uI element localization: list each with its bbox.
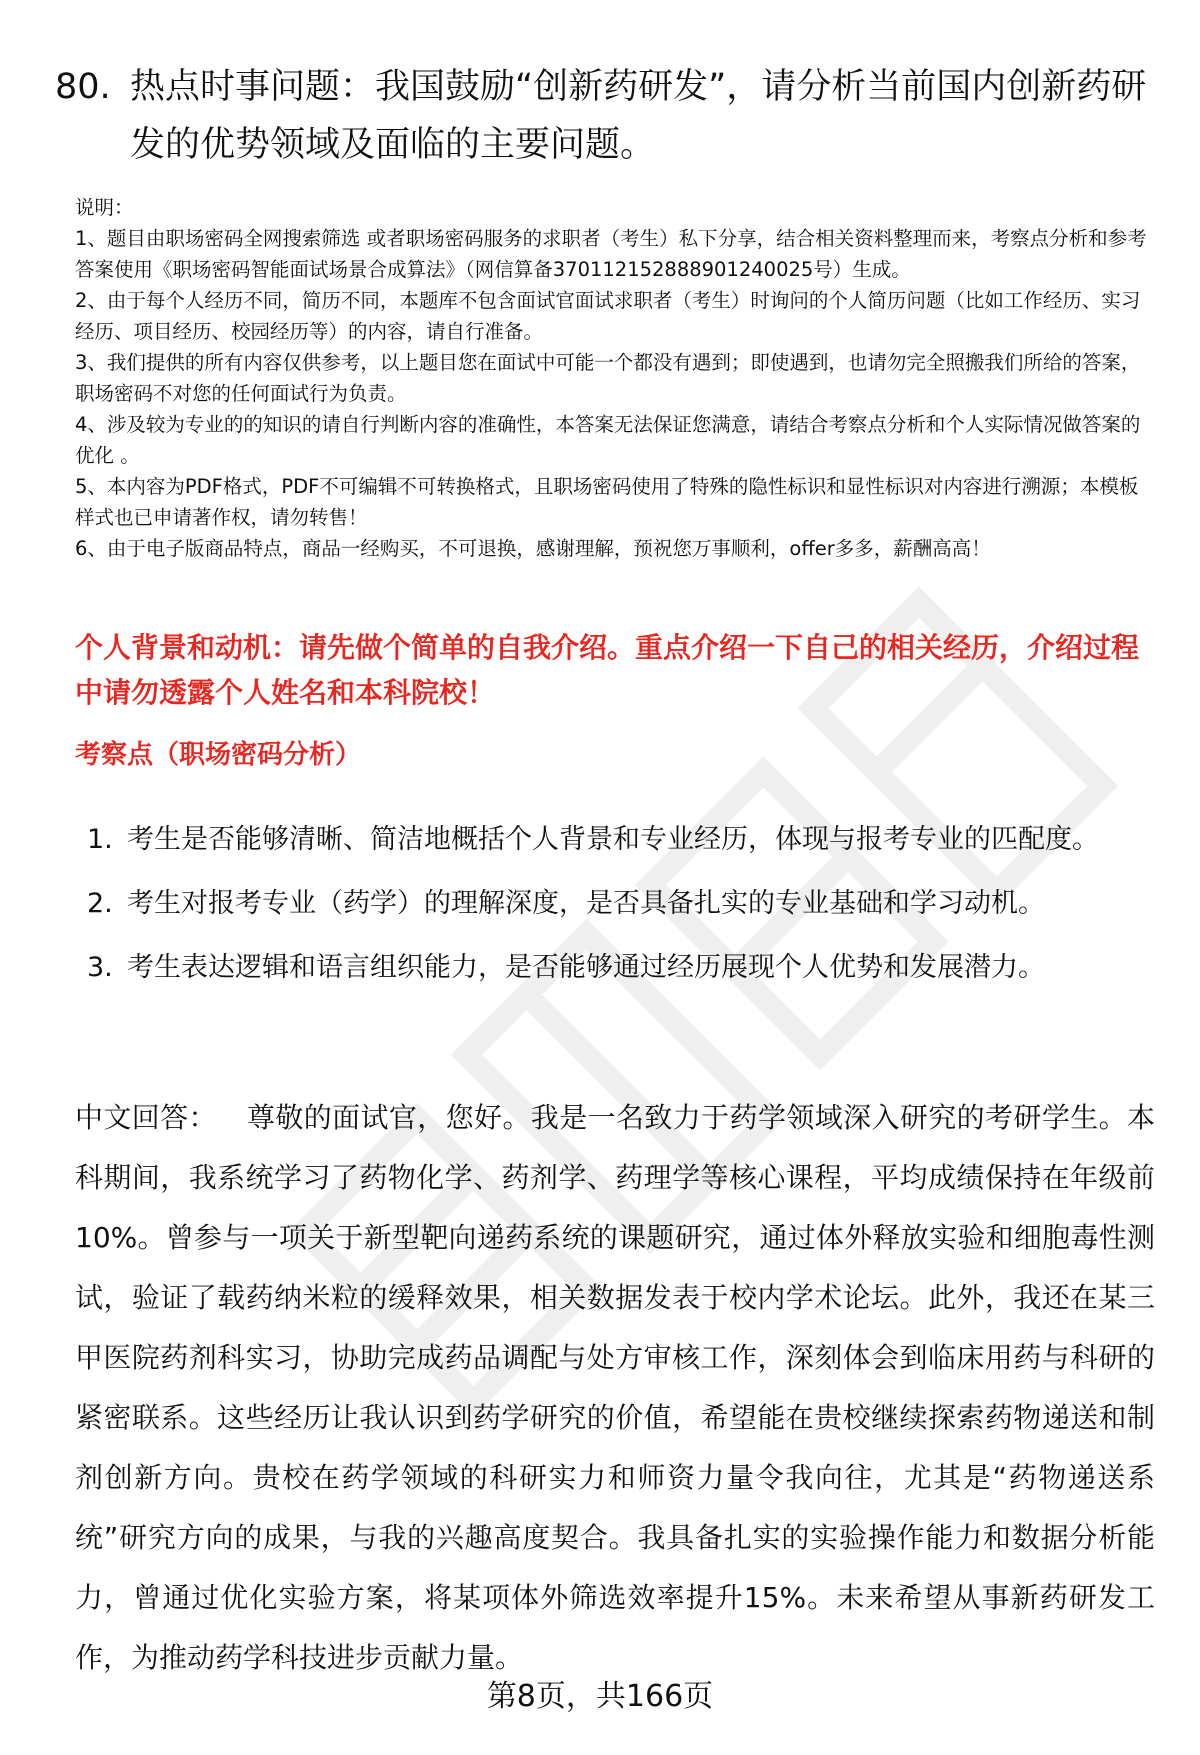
point-number: 1. (87, 824, 113, 855)
answer-label: 中文回答： (75, 1101, 217, 1134)
page-footer: 第8页，共166页 (486, 1679, 714, 1714)
analysis-heading: 考察点（职场密码分析） (75, 740, 362, 770)
answer-text: 尊敬的面试官，您好。我是一名致力于药学领域深入研究的考研学生。本科期间，我系统学习了药物化学、药剂学、药理学等核心课程，平均成绩保持在年级前10%。曾参与一项关于新型靶向递药系统的课题研究，通过体外释放实验和细胞毒性测试，验证了载药纳米粒的缓释效果，相关数据发表于校内学术论坛。此外，我还在某三甲医院药剂科实习，协助完成药品调配与处方审核工作，深刻体会到临床用药与科研的紧密联系。这些经历让我认识到药学研究的价值，希望能在贵校继续探索药物递送和制剂创新方向。贵校在药学领域的科研实力和师资力量令我向往，尤其是“药物递送系统”研究方向的成果，与我的兴趣高度契合。我具备扎实的实验操作能力和数据分析能力，曾通过优化实验方案，将某项体外筛选效率提升15%。未来希望从事新药研发工作，为推动药学科技进步贡献力量。 (75, 1101, 1155, 1674)
notes-title: 说明： (75, 196, 134, 219)
list-item (75, 810, 1155, 870)
list-item (75, 874, 1155, 934)
point-number: 2. (87, 888, 113, 919)
note-item: 1、题目由职场密码全网搜索筛选 或者职场密码服务的求职者（考生）私下分享，结合相关资料整理而来，考察点分析和参考答案使用《职场密码智能面试场景合成算法》（网信算备370112152888901240025号）生成。 (75, 227, 1147, 281)
note-item: 6、由于电子版商品特点，商品一经购买，不可退换，感谢理解，预祝您万事顺利，offer多多，薪酬高高！ (75, 537, 991, 560)
question-number: 80. (55, 67, 111, 107)
background-question: 个人背景和动机：请先做个简单的自我介绍。重点介绍一下自己的相关经历，介绍过程中请勿透露个人姓名和本科院校！ (75, 631, 1140, 709)
question (55, 58, 1155, 174)
note-item: 5、本内容为PDF格式，PDF不可编辑不可转换格式，且职场密码使用了特殊的隐性标识和显性标识对内容进行溯源；本模板样式也已申请著作权，请勿转售！ (75, 475, 1139, 529)
point-number: 3. (87, 952, 113, 983)
list-item (75, 938, 1155, 998)
answer (75, 1088, 1155, 1688)
point-text: 考生表达逻辑和语言组织能力，是否能够通过经历展现个人优势和发展潜力。 (127, 952, 1045, 983)
question-text: 热点时事问题：我国鼓励“创新药研发”，请分析当前国内创新药研发的优势领域及面临的主要问题。 (130, 67, 1147, 165)
note-item: 4、涉及较为专业的的知识的请自行判断内容的准确性，本答案无法保证您满意，请结合考察点分析和个人实际情况做答案的优化 。 (75, 413, 1141, 467)
analysis-points (75, 810, 1155, 1002)
note-item: 3、我们提供的所有内容仅供参考，以上题目您在面试中可能一个都没有遇到；即使遇到，也请勿完全照搬我们所给的答案，职场密码不对您的任何面试行为负责。 (75, 351, 1141, 405)
note-item: 2、由于每个人经历不同，简历不同，本题库不包含面试官面试求职者（考生）时询问的个人简历问题（比如工作经历、实习经历、项目经历、校园经历等）的内容，请自行准备。 (75, 289, 1141, 343)
notes (75, 192, 1155, 564)
point-text: 考生是否能够清晰、简洁地概括个人背景和专业经历，体现与报考专业的匹配度。 (127, 824, 1099, 855)
point-text: 考生对报考专业（药学）的理解深度，是否具备扎实的专业基础和学习动机。 (127, 888, 1045, 919)
